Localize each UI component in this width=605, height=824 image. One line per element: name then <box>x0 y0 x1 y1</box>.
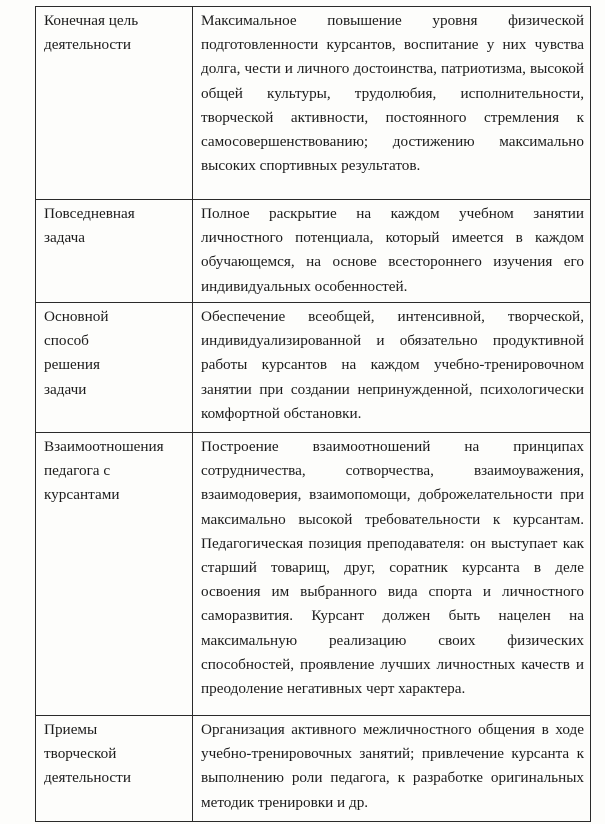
row-text-cell <box>193 433 591 716</box>
row-text-cell <box>193 200 591 303</box>
row-label-cell <box>36 716 193 822</box>
row-text: Построение взаимоотношений на принципах сотрудничества, сотворчества, взаимоуважения, взаимодоверия, взаимопомощи, доброжелательности при максимально высокой требовательности к курсантам. Педагогическая позиция преподавателя: он выступает как старший товарищ, друг, соратник курсанта в деле освоения им выбранного вида спорта и личностного саморазвития. Курсант должен быть нацелен на максимальную реализацию своих физических способностей, проявление лучших личностных качеств и преодоление негативных черт характера. <box>201 438 584 698</box>
row-label: Основной способ решения задачи <box>44 308 109 398</box>
row-label-cell <box>36 200 193 303</box>
row-text: Обеспечение всеобщей, интенсивной, творческой, индивидуализированной и обязательно продуктивной работы курсантов на каждом учебно-тренировочном занятии при создании непринужденной, психологически комфортной обстановки. <box>201 308 584 422</box>
content-table <box>35 6 591 822</box>
row-label-cell <box>36 7 193 200</box>
row-text: Организация активного межличностного общения в ходе учебно-тренировочных занятий; привлечение курсанта к выполнению роли педагога, к разработке оригинальных методик тренировки и др. <box>201 721 584 811</box>
table-row <box>36 303 591 433</box>
row-label-cell <box>36 303 193 433</box>
table-row <box>36 200 591 303</box>
table-row <box>36 716 591 822</box>
row-text-cell <box>193 716 591 822</box>
row-label: Приемы творческой деятельности <box>44 721 131 787</box>
row-label: Взаимоотношения педагога с курсантами <box>44 438 164 504</box>
row-label-cell <box>36 433 193 716</box>
row-label: Повседневная задача <box>44 205 135 247</box>
table-row <box>36 7 591 200</box>
table-row <box>36 433 591 716</box>
row-text-cell <box>193 303 591 433</box>
row-text: Максимальное повышение уровня физической подготовленности курсантов, воспитание у них чувства долга, чести и личного достоинства, патриотизма, высокой общей культуры, трудолюбия, исполнительности, творческой активности, постоянного стремления к самосовершенствованию; достижению максимально высоких спортивных результатов. <box>201 12 584 175</box>
row-text-cell <box>193 7 591 200</box>
row-text: Полное раскрытие на каждом учебном занятии личностного потенциала, который имеется в каждом обучающемся, на основе всестороннего изучения его индивидуальных особенностей. <box>201 205 584 295</box>
row-label: Конечная цель деятельности <box>44 12 139 54</box>
